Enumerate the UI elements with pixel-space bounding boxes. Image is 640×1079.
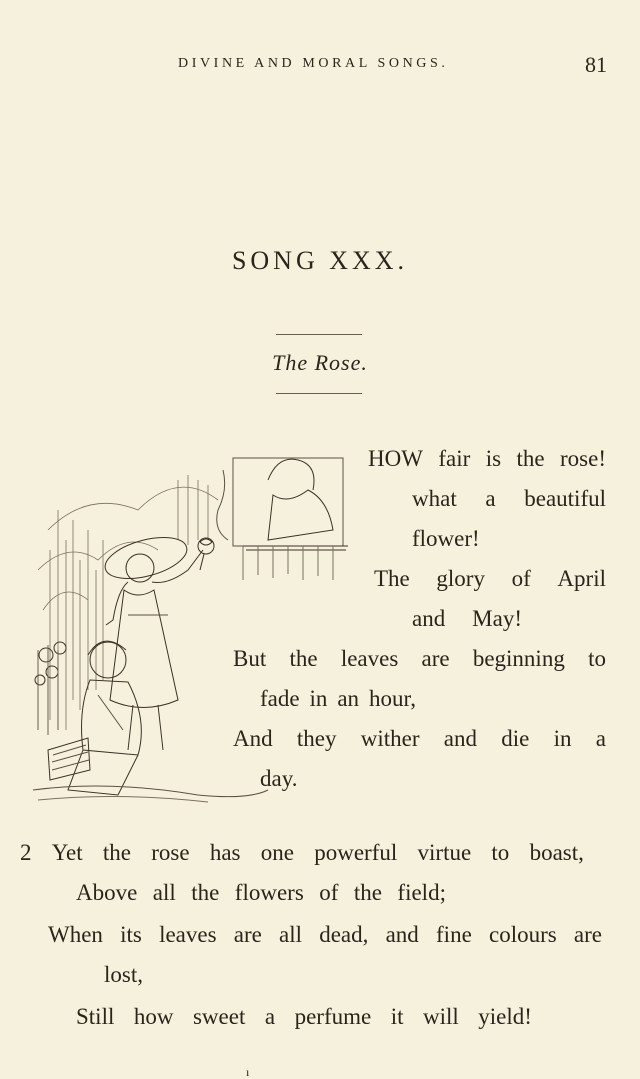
word: in: [309, 686, 328, 711]
divider-top: [276, 334, 362, 335]
word: perfume: [294, 1004, 372, 1029]
word: wither: [360, 726, 420, 751]
word: has: [209, 840, 241, 865]
word: are: [233, 922, 262, 947]
word: Yet: [51, 840, 83, 865]
word: all: [279, 922, 303, 947]
word: fair: [438, 446, 471, 471]
stanza2-line-5: [76, 1005, 532, 1028]
word: And: [233, 726, 273, 751]
stanza1-line-7: [260, 687, 416, 710]
word: to: [588, 646, 606, 671]
word: an: [337, 686, 360, 711]
song-title: SONG XXX.: [231, 246, 409, 275]
word: a: [264, 1004, 276, 1029]
stanza1-line-2: [412, 487, 606, 510]
word: how: [133, 1004, 174, 1029]
word: beautiful: [524, 486, 606, 511]
word: one: [260, 840, 294, 865]
stanza2-line-2: [76, 881, 446, 904]
word: the: [353, 880, 382, 905]
word: what: [412, 486, 457, 511]
word: boast,: [529, 840, 584, 865]
word: But: [233, 646, 267, 671]
word: dead,: [319, 922, 369, 947]
word: a: [485, 486, 496, 511]
footer-mark: ı: [246, 1065, 250, 1079]
word: powerful: [314, 840, 398, 865]
word: are: [421, 646, 450, 671]
word: hour,: [369, 686, 416, 711]
word: the: [289, 646, 318, 671]
word: rose!: [560, 446, 606, 471]
word: a: [595, 726, 606, 751]
word: HOW: [368, 446, 423, 471]
word: fine: [436, 922, 472, 947]
stanza1-line-4: [374, 567, 606, 590]
stanza1-line-3: [412, 527, 480, 550]
page-number: 81: [585, 52, 607, 77]
kneeling-boy: [68, 641, 141, 795]
word: flower!: [412, 526, 480, 551]
standing-girl: [101, 530, 214, 750]
word: The: [374, 566, 410, 591]
word: day.: [260, 766, 298, 791]
word: colours: [488, 922, 557, 947]
stanza1-line-9: [260, 767, 297, 790]
word: and: [443, 726, 477, 751]
word: sweet: [192, 1004, 246, 1029]
divider-bottom: [276, 393, 362, 394]
basket: [48, 738, 90, 780]
window-figure: [217, 458, 348, 580]
word: Above: [76, 880, 138, 905]
stanza1-line-6: [233, 647, 606, 670]
word: virtue: [417, 840, 472, 865]
word: yield!: [478, 1004, 532, 1029]
running-head: DIVINE AND MORAL SONGS.: [178, 56, 449, 71]
word: die: [501, 726, 530, 751]
word: they: [296, 726, 337, 751]
word: and: [385, 922, 419, 947]
word: is: [485, 446, 502, 471]
word: and: [412, 606, 446, 631]
word: Still: [76, 1004, 115, 1029]
word: leaves: [159, 922, 217, 947]
word: rose: [151, 840, 190, 865]
word: the: [102, 840, 132, 865]
stanza2-line-3: [48, 923, 602, 946]
word: flowers: [234, 880, 304, 905]
word: When: [48, 922, 103, 947]
word: all: [152, 880, 176, 905]
word: lost,: [104, 962, 143, 987]
word: fade: [260, 686, 300, 711]
word: its: [120, 922, 142, 947]
word: the: [191, 880, 220, 905]
word: it: [390, 1004, 404, 1029]
rose-bush: [35, 642, 66, 735]
word: of: [319, 880, 339, 905]
stanza1-line-5: [412, 607, 522, 630]
word: April: [557, 566, 606, 591]
foliage-hatching: [38, 475, 218, 730]
stanza2-line-4: [104, 963, 143, 986]
word: field;: [397, 880, 446, 905]
word: of: [511, 566, 531, 591]
song-subtitle: The Rose.: [272, 350, 368, 375]
word: beginning: [472, 646, 565, 671]
word: glory: [436, 566, 485, 591]
engraving-illustration: [28, 450, 368, 810]
word: the: [516, 446, 545, 471]
word: in: [553, 726, 572, 751]
stanza1-line-1: [368, 447, 606, 470]
word: leaves: [340, 646, 399, 671]
stanza-number: 2: [20, 840, 32, 865]
word: will: [423, 1004, 459, 1029]
stanza1-line-8: [233, 727, 606, 750]
word: are: [573, 922, 602, 947]
stanza2-line-1: [20, 841, 584, 864]
word: to: [491, 840, 510, 865]
word: May!: [472, 606, 522, 631]
